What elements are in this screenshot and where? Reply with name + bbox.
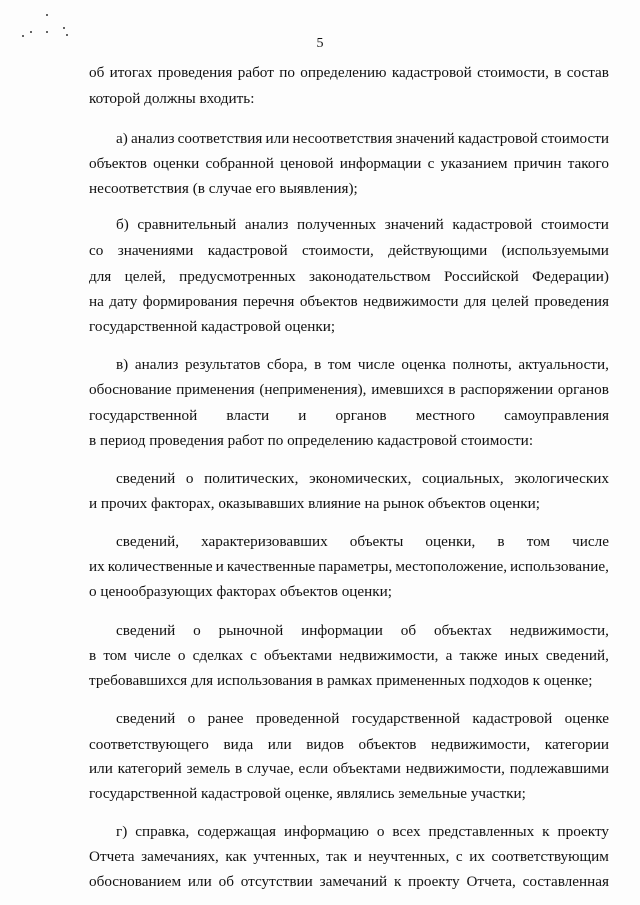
text-line: сведений, характеризовавших объекты оценки, в том числе: [116, 533, 609, 550]
text-line: несоответствия (в случае его выявления);: [89, 180, 358, 197]
text-line: государственной кадастровой оценке, являлись земельные участки;: [89, 785, 526, 802]
text-line: или категорий земель в случае, если объектами недвижимости, подлежавшими: [89, 760, 609, 777]
text-line: государственной кадастровой оценки;: [89, 318, 336, 335]
text-line: соответствующего вида или видов объектов недвижимости, категории: [89, 736, 609, 753]
scan-speck: [46, 14, 48, 16]
page-number: 5: [316, 36, 324, 51]
scan-speck: [30, 31, 32, 33]
text-line: сведений о ранее проведенной государственной кадастровой оценке: [116, 710, 609, 727]
text-line: объектов оценки собранной ценовой информации с указанием причин такого: [89, 155, 609, 172]
text-line: государственной власти и органов местного самоуправления: [89, 407, 609, 424]
text-line: и прочих факторах, оказывавших влияние на рынок объектов оценки;: [89, 495, 540, 512]
text-line: для целей, предусмотренных законодательством Российской Федерации): [89, 268, 609, 285]
text-line: б) сравнительный анализ полученных значений кадастровой стоимости: [116, 216, 609, 233]
text-line: в период проведения работ по определению кадастровой стоимости:: [89, 432, 534, 449]
text-line: Отчета замечаниях, как учтенных, так и неучтенных, с их соответствующим: [89, 848, 609, 865]
text-line: со значениями кадастровой стоимости, действующими (используемыми: [89, 242, 609, 259]
text-line: обоснованием или об отсутствии замечаний к проекту Отчета, составленная: [89, 873, 609, 890]
text-line: в том числе о сделках с объектами недвижимости, а также иных сведений,: [89, 647, 609, 664]
scan-speck: [63, 27, 65, 29]
text-line: сведений о рыночной информации об объектах недвижимости,: [116, 622, 609, 639]
scan-speck: [46, 31, 48, 33]
text-line: требовавшихся для использования в рамках примененных подходов к оценке;: [89, 672, 593, 689]
text-line: о ценообразующих факторах объектов оценки;: [89, 583, 393, 600]
text-line: обоснование применения (неприменения), имевшихся в распоряжении органов: [89, 381, 609, 398]
text-line: на дату формирования перечня объектов недвижимости для целей проведения: [89, 293, 609, 310]
text-line: их количественные и качественные параметры, местоположение, использование,: [89, 558, 609, 575]
text-line: в) анализ результатов сбора, в том числе оценка полноты, актуальности,: [116, 356, 609, 373]
text-line: которой должны входить:: [89, 90, 255, 107]
text-line: сведений о политических, экономических, социальных, экологических: [116, 470, 609, 487]
text-line: а) анализ соответствия или несоответствия значений кадастровой стоимости: [116, 130, 609, 147]
text-line: об итогах проведения работ по определению кадастровой стоимости, в состав: [89, 64, 609, 81]
text-line: г) справка, содержащая информацию о всех представленных к проекту: [116, 823, 609, 840]
